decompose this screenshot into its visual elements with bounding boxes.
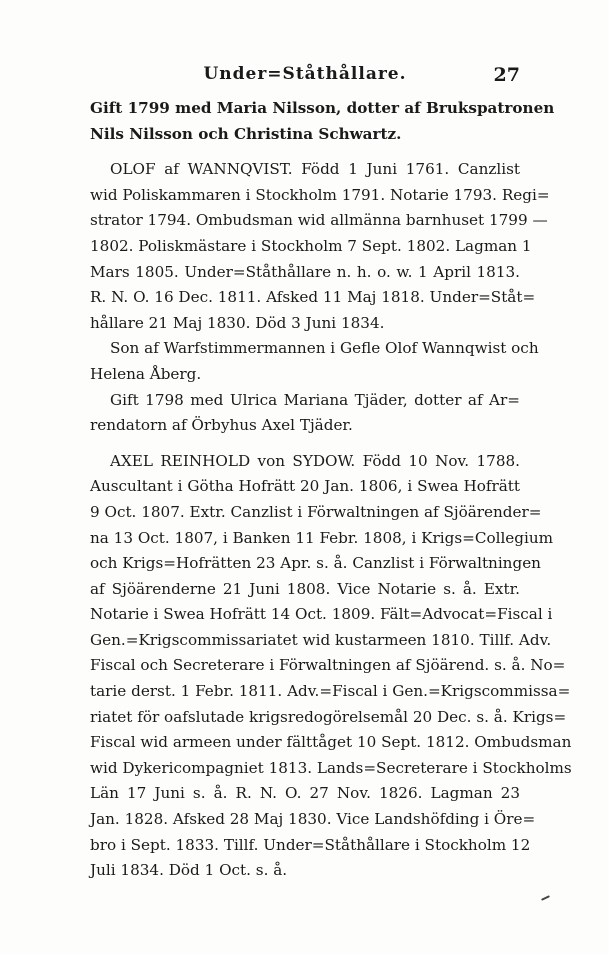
text-line: bro i Sept. 1833. Tillf. Under=Ståthållare i Stockholm 12 bbox=[90, 835, 531, 854]
text-line: strator 1794. Ombudsman wid allmänna barnhuset 1799 — bbox=[90, 211, 548, 230]
text-line: Jan. 1828. Afsked 28 Maj 1830. Vice Landshöfding i Öre= bbox=[90, 810, 536, 829]
text-line: Son af Warfstimmermannen i Gefle Olof Wannqwist och bbox=[110, 339, 539, 358]
text-line: rendatorn af Örbyhus Axel Tjäder. bbox=[90, 416, 353, 435]
text-line: Gift 1799 med Maria Nilsson, dotter af Brukspatronen bbox=[90, 99, 555, 117]
ink-speck bbox=[541, 895, 550, 901]
body-text bbox=[90, 96, 572, 884]
text-line: wid Poliskammaren i Stockholm 1791. Notarie 1793. Regi= bbox=[90, 185, 550, 204]
text-line: tarie derst. 1 Febr. 1811. Adv.=Fiscal i Gen.=Krigscommissa= bbox=[90, 682, 571, 701]
entry-heading-line: AXEL REINHOLD von SYDOW. Född 10 Nov. 1788. bbox=[110, 451, 520, 470]
text-line: Län 17 Juni s. å. R. N. O. 27 Nov. 1826. Lagman 23 bbox=[90, 784, 520, 803]
text-line: Notarie i Swea Hofrätt 14 Oct. 1809. Fält=Advocat=Fiscal i bbox=[90, 605, 553, 624]
text-line: 1802. Poliskmästare i Stockholm 7 Sept. 1802. Lagman 1 bbox=[90, 236, 532, 255]
text-line: riatet för oafslutade krigsredogörelsemål 20 Dec. s. å. Krigs= bbox=[90, 707, 567, 726]
running-head bbox=[90, 64, 520, 88]
entry-gap bbox=[90, 439, 520, 449]
running-title: Under=Ståthållare. bbox=[203, 64, 407, 84]
text-line: och Krigs=Hofrätten 23 Apr. s. å. Canzlist i Förwaltningen bbox=[90, 554, 541, 573]
text-line: Helena Åberg. bbox=[90, 364, 202, 383]
text-line: Mars 1805. Under=Ståthållare n. h. o. w. 1 April 1813. bbox=[90, 262, 520, 281]
text-line: af Sjöärenderne 21 Juni 1808. Vice Notarie s. å. Extr. bbox=[90, 579, 520, 598]
text-line: Fiscal wid armeen under fälttåget 10 Sept. 1812. Ombudsman bbox=[90, 733, 572, 752]
page-number: 27 bbox=[493, 64, 520, 86]
text-line: Fiscal och Secreterare i Förwaltningen af Sjöärend. s. å. No= bbox=[90, 656, 566, 675]
text-line: Gift 1798 med Ulrica Mariana Tjäder, dotter af Ar= bbox=[110, 390, 520, 409]
text-line: Juli 1834. Död 1 Oct. s. å. bbox=[90, 861, 288, 880]
entry-gap bbox=[90, 147, 520, 157]
text-line: Gen.=Krigscommissariatet wid kustarmeen 1810. Tillf. Adv. bbox=[90, 630, 552, 649]
text-line: hållare 21 Maj 1830. Död 3 Juni 1834. bbox=[90, 313, 385, 332]
text-line: wid Dykericompagniet 1813. Lands=Secreterare i Stockholms bbox=[90, 758, 572, 777]
text-line: R. N. O. 16 Dec. 1811. Afsked 11 Maj 1818. Under=Ståt= bbox=[90, 288, 536, 307]
text-line: 9 Oct. 1807. Extr. Canzlist i Förwaltningen af Sjöärender= bbox=[90, 502, 542, 521]
text-line: Auscultant i Götha Hofrätt 20 Jan. 1806, i Swea Hofrätt bbox=[90, 477, 520, 496]
entry-heading-line: OLOF af WANNQVIST. Född 1 Juni 1761. Canzlist bbox=[110, 160, 520, 179]
text-line: na 13 Oct. 1807, i Banken 11 Febr. 1808, i Krigs=Collegium bbox=[90, 528, 554, 547]
text-line: Nils Nilsson och Christina Schwartz. bbox=[90, 124, 402, 143]
